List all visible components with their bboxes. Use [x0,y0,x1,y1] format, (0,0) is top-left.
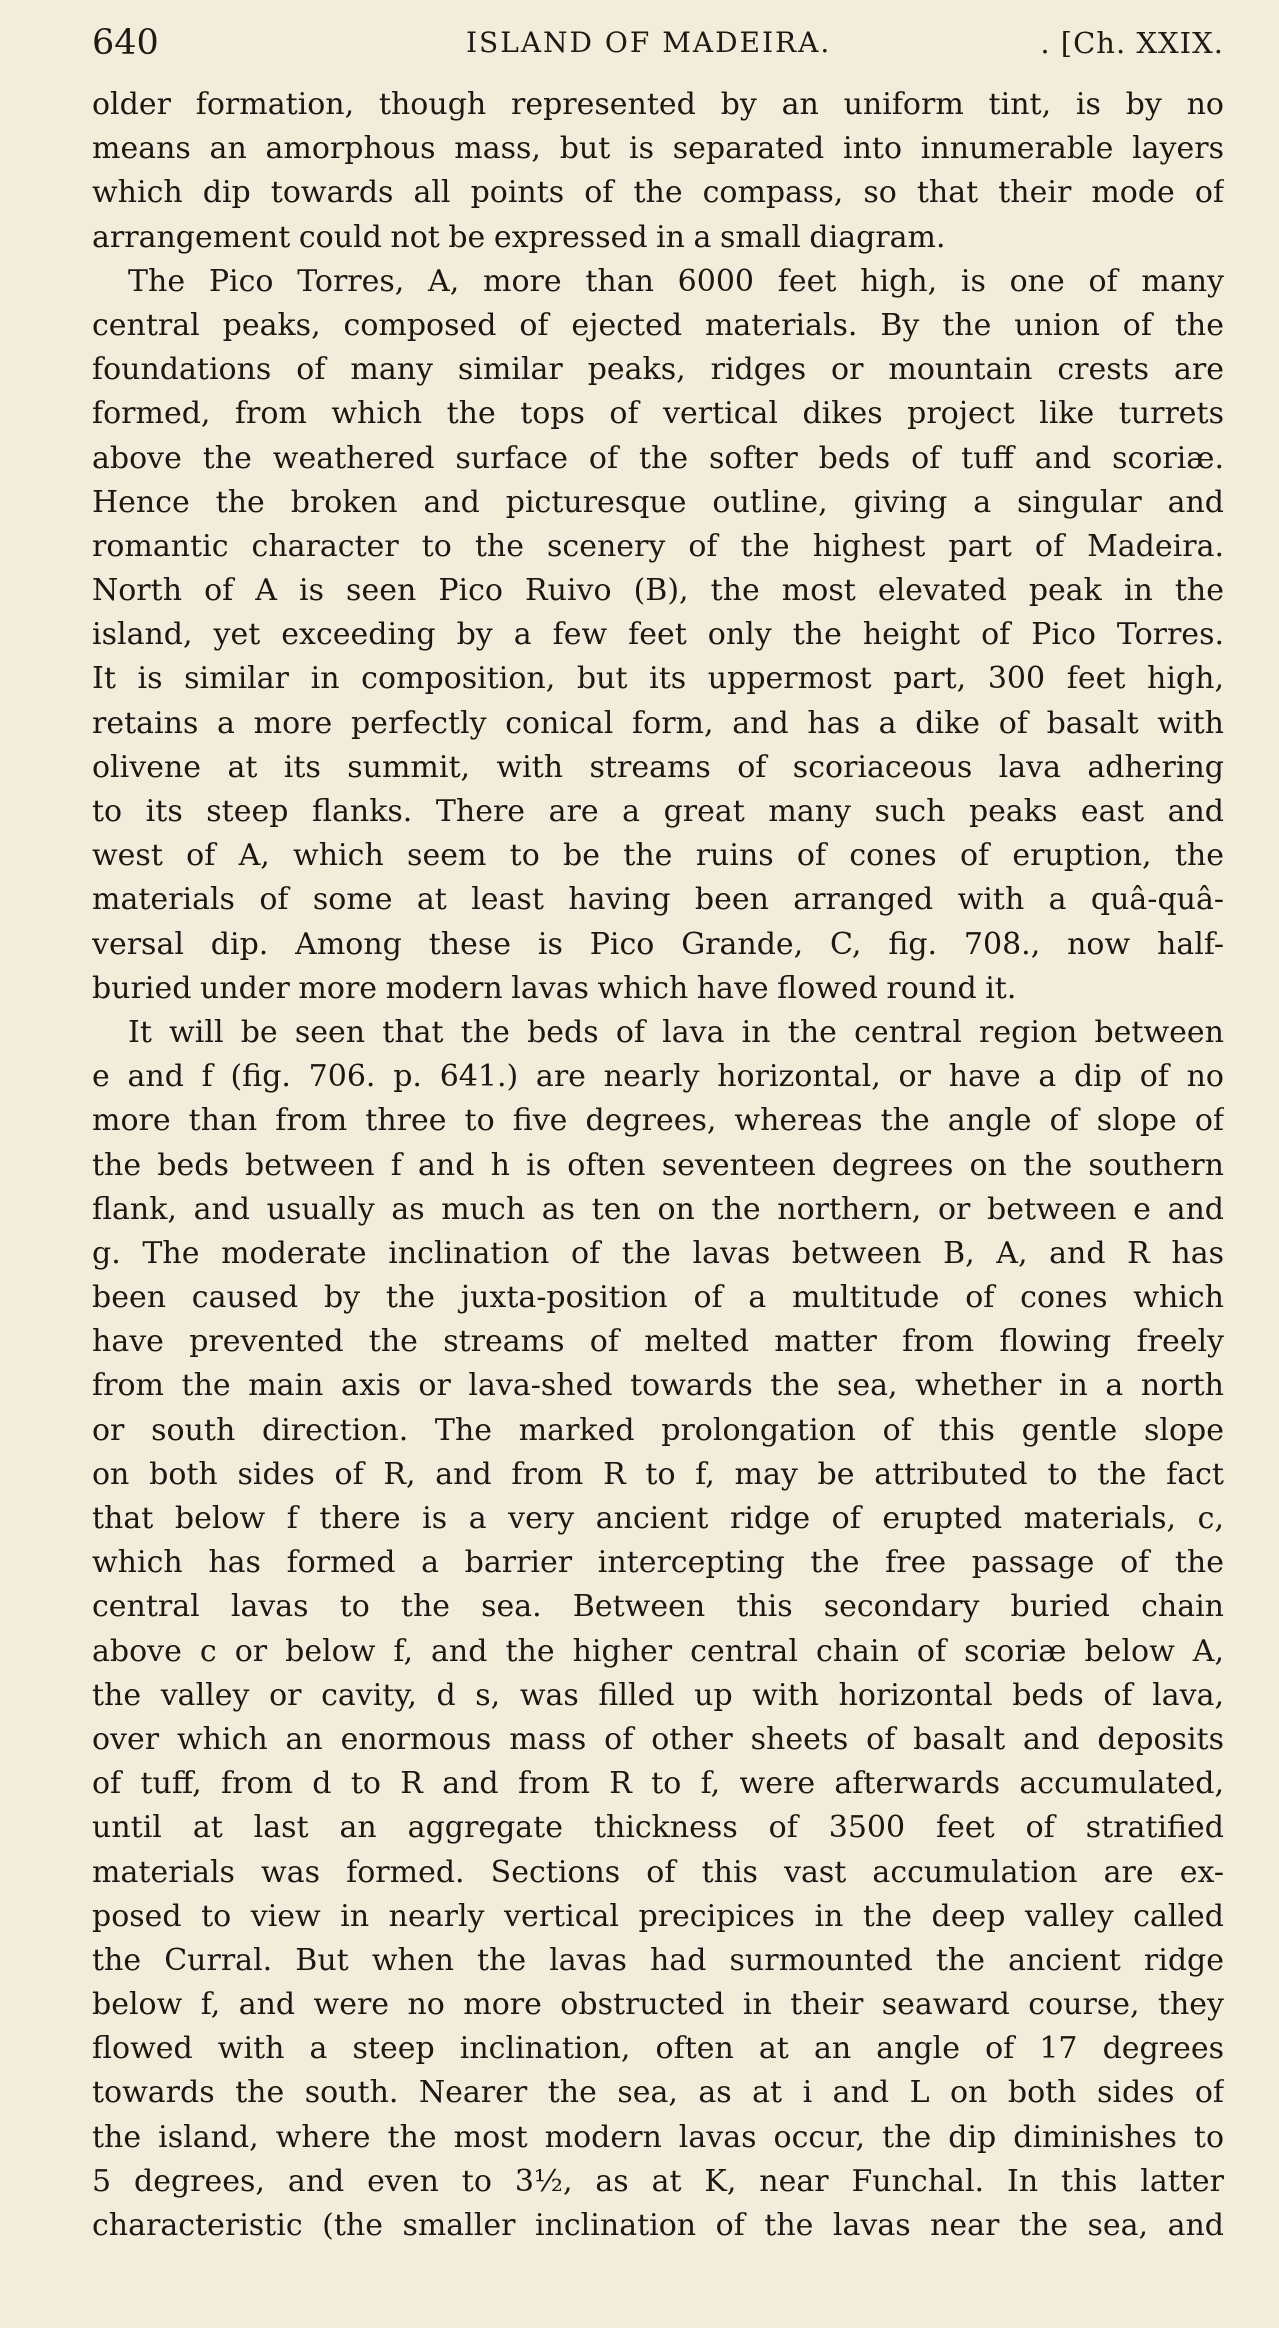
text-line: which dip towards all points of the compass, so that their mode of [92,175,1224,211]
text-line: flank, and usually as much as ten on the northern, or between e and [92,1191,1224,1227]
text-line: west of A, which seem to be the ruins of cones of eruption, the [92,838,1224,874]
text-line: versal dip. Among these is Pico Grande, C, fig. 708., now half- [92,926,1224,962]
running-title: ISLAND OF MADEIRA. [466,26,832,59]
text-line: to its steep flanks. There are a great many such peaks east and [92,794,1224,829]
text-line: above c or below f, and the higher central chain of scoriæ below A, [92,1633,1224,1669]
text-line: of tuff, from d to R and from R to f, were afterwards accumulated, [92,1766,1224,1802]
text-line: North of A is seen Pico Ruivo (B), the most elevated peak in the [92,573,1224,609]
text-line: foundations of many similar peaks, ridges or mountain crests are [92,352,1224,388]
text-line: buried under more modern lavas which have flowed round it. [92,970,1017,1006]
body-text [92,83,1224,2248]
text-line: towards the south. Nearer the sea, as at i and L on both sides of [92,2075,1224,2111]
text-line: below f, and were no more obstructed in their seaward course, they [92,1987,1224,2023]
text-line: flowed with a steep inclination, often at an angle of 17 degrees [92,2031,1224,2067]
text-line: over which an enormous mass of other sheets of basalt and deposits [92,1721,1224,1757]
text-line: from the main axis or lava-shed towards the sea, whether in a north [92,1368,1224,1404]
text-line: olivene at its summit, with streams of scoriaceous lava adhering [92,749,1224,785]
chapter-reference: . [Ch. XXIX. [1040,26,1224,60]
text-line: materials of some at least having been arranged with a quâ-quâ- [92,882,1224,918]
page-number: 640 [92,23,159,63]
text-line: more than from three to five degrees, whereas the angle of slope of [92,1103,1224,1139]
text-line: 5 degrees, and even to 3½, as at K, near Funchal. In this latter [92,2163,1224,2199]
text-line: above the weathered surface of the softer beds of tuff and scoriæ. [92,440,1224,476]
page-header [92,20,1224,66]
text-line: been caused by the juxta-position of a multitude of cones which [92,1280,1224,1316]
text-line: g. The moderate inclination of the lavas between B, A, and R has [92,1235,1224,1271]
text-line: until at last an aggregate thickness of 3500 feet of stratified [92,1810,1224,1846]
text-line: formed, from which the tops of vertical dikes project like turrets [92,396,1224,432]
text-line: e and f (fig. 706. p. 641.) are nearly horizontal, or have a dip of no [92,1059,1224,1095]
text-line: the beds between f and h is often seventeen degrees on the southern [92,1147,1224,1183]
text-line: island, yet exceeding by a few feet only the height of Pico Torres. [92,617,1224,653]
text-line: characteristic (the smaller inclination of the lavas near the sea, and [92,2208,1224,2243]
text-line: arrangement could not be expressed in a small diagram. [92,219,946,255]
text-line: or south direction. The marked prolongation of this gentle slope [92,1412,1224,1448]
text-line: means an amorphous mass, but is separated into innumerable layers [92,131,1224,167]
text-line: on both sides of R, and from R to f, may be attributed to the fact [92,1456,1224,1492]
text-line: central lavas to the sea. Between this secondary buried chain [92,1589,1224,1625]
text-line: It will be seen that the beds of lava in the central region between [128,1014,1224,1050]
text-line: older formation, though represented by an uniform tint, is by no [92,87,1224,122]
text-line: that below f there is a very ancient ridge of erupted materials, c, [92,1501,1224,1536]
text-line: retains a more perfectly conical form, and has a dike of basalt with [92,705,1224,741]
text-line: which has formed a barrier intercepting the free passage of the [92,1545,1224,1581]
text-line: have prevented the streams of melted matter from flowing freely [92,1324,1224,1360]
text-line: the Curral. But when the lavas had surmounted the ancient ridge [92,1942,1224,1978]
text-line: central peaks, composed of ejected materials. By the union of the [92,307,1224,343]
text-line: posed to view in nearly vertical precipices in the deep valley called [92,1898,1224,1934]
text-line: the valley or cavity, d s, was filled up with horizontal beds of lava, [92,1677,1224,1713]
text-line: the island, where the most modern lavas occur, the dip diminishes to [92,2119,1224,2155]
text-line: materials was formed. Sections of this vast accumulation are ex- [92,1854,1224,1890]
text-line: The Pico Torres, A, more than 6000 feet high, is one of many [128,263,1224,299]
text-line: It is similar in composition, but its uppermost part, 300 feet high, [92,661,1224,697]
text-line: romantic character to the scenery of the highest part of Madeira. [92,528,1224,564]
text-line: Hence the broken and picturesque outline, giving a singular and [92,484,1224,520]
